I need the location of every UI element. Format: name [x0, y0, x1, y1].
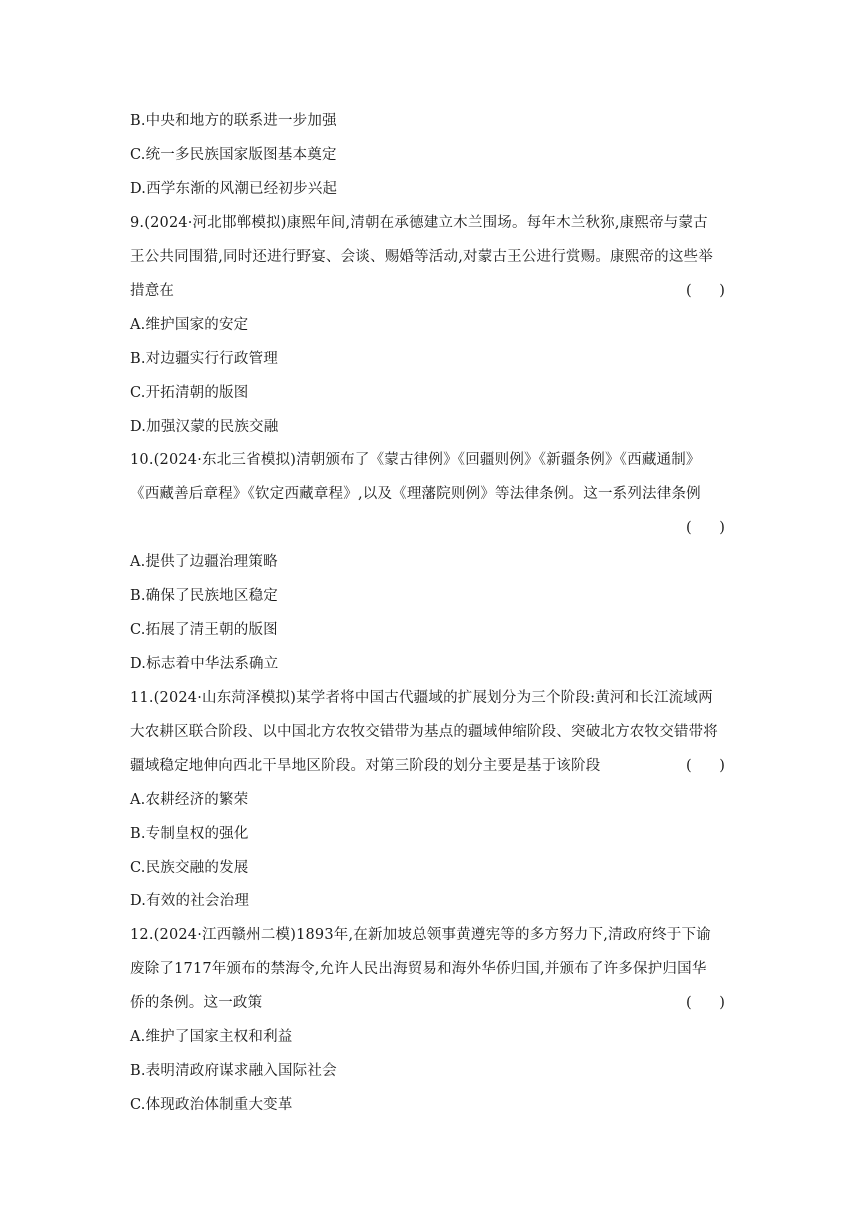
q9-stem-line-3: 措意在 — [130, 283, 175, 299]
q11-option-b: B.专制皇权的强化 — [130, 826, 249, 842]
q9-stem-line-1: 9.(2024·河北邯郸模拟)康熙年间,清朝在承德建立木兰围场。每年木兰秋狝,康熙帝与蒙古 — [130, 215, 708, 231]
q12-stem-line-2: 废除了1717年颁布的禁海令,允许人民出海贸易和海外华侨归国,并颁布了许多保护归国华 — [130, 961, 707, 977]
q10-option-c: C.拓展了清王朝的版图 — [130, 622, 278, 638]
q9-option-d: D.加强汉蒙的民族交融 — [130, 419, 279, 435]
q9-option-b: B.对边疆实行行政管理 — [130, 351, 278, 367]
q8-option-b: B.中央和地方的联系进一步加强 — [130, 113, 337, 129]
q9-option-c: C.开拓清朝的版图 — [130, 385, 249, 401]
q10-answer-bracket: ( ) — [686, 520, 725, 536]
q12-stem-line-3: 侨的条例。这一政策 — [130, 995, 263, 1011]
q9-stem-line-2: 王公共同围猎,同时还进行野宴、会谈、赐婚等活动,对蒙古王公进行赏赐。康熙帝的这些举 — [130, 249, 713, 265]
q11-answer-bracket: ( ) — [686, 758, 725, 774]
q10-option-d: D.标志着中华法系确立 — [130, 656, 279, 672]
q11-option-c: C.民族交融的发展 — [130, 860, 249, 876]
q12-stem-line-1: 12.(2024·江西赣州二模)1893年,在新加坡总领事黄遵宪等的多方努力下,清政府终于下谕 — [130, 927, 711, 943]
q11-stem-line-1: 11.(2024·山东菏泽模拟)某学者将中国古代疆域的扩展划分为三个阶段:黄河和长江流域两 — [130, 690, 713, 706]
q9-answer-bracket: ( ) — [686, 283, 725, 299]
q10-option-b: B.确保了民族地区稳定 — [130, 588, 278, 604]
q9-option-a: A.维护国家的安定 — [130, 317, 249, 333]
q11-stem-line-3: 疆域稳定地伸向西北干旱地区阶段。对第三阶段的划分主要是基于该阶段 — [130, 758, 601, 774]
q11-stem-line-2: 大农耕区联合阶段、以中国北方农牧交错带为基点的疆域伸缩阶段、突破北方农牧交错带将 — [130, 724, 718, 740]
q8-option-c: C.统一多民族国家版图基本奠定 — [130, 147, 337, 163]
q10-stem-line-1: 10.(2024·东北三省模拟)清朝颁布了《蒙古律例》《回疆则例》《新疆条例》《西藏通制》 — [130, 452, 701, 468]
q10-option-a: A.提供了边疆治理策略 — [130, 554, 278, 570]
q11-option-d: D.有效的社会治理 — [130, 893, 250, 909]
q12-option-a: A.维护了国家主权和利益 — [130, 1029, 293, 1045]
q12-option-c: C.体现政治体制重大变革 — [130, 1097, 293, 1113]
q10-stem-line-2: 《西藏善后章程》《钦定西藏章程》,以及《理藩院则例》等法律条例。这一系列法律条例 — [130, 486, 701, 502]
q12-option-b: B.表明清政府谋求融入国际社会 — [130, 1063, 337, 1079]
q11-option-a: A.农耕经济的繁荣 — [130, 792, 249, 808]
q12-answer-bracket: ( ) — [686, 995, 725, 1011]
q8-option-d: D.西学东渐的风潮已经初步兴起 — [130, 181, 338, 197]
